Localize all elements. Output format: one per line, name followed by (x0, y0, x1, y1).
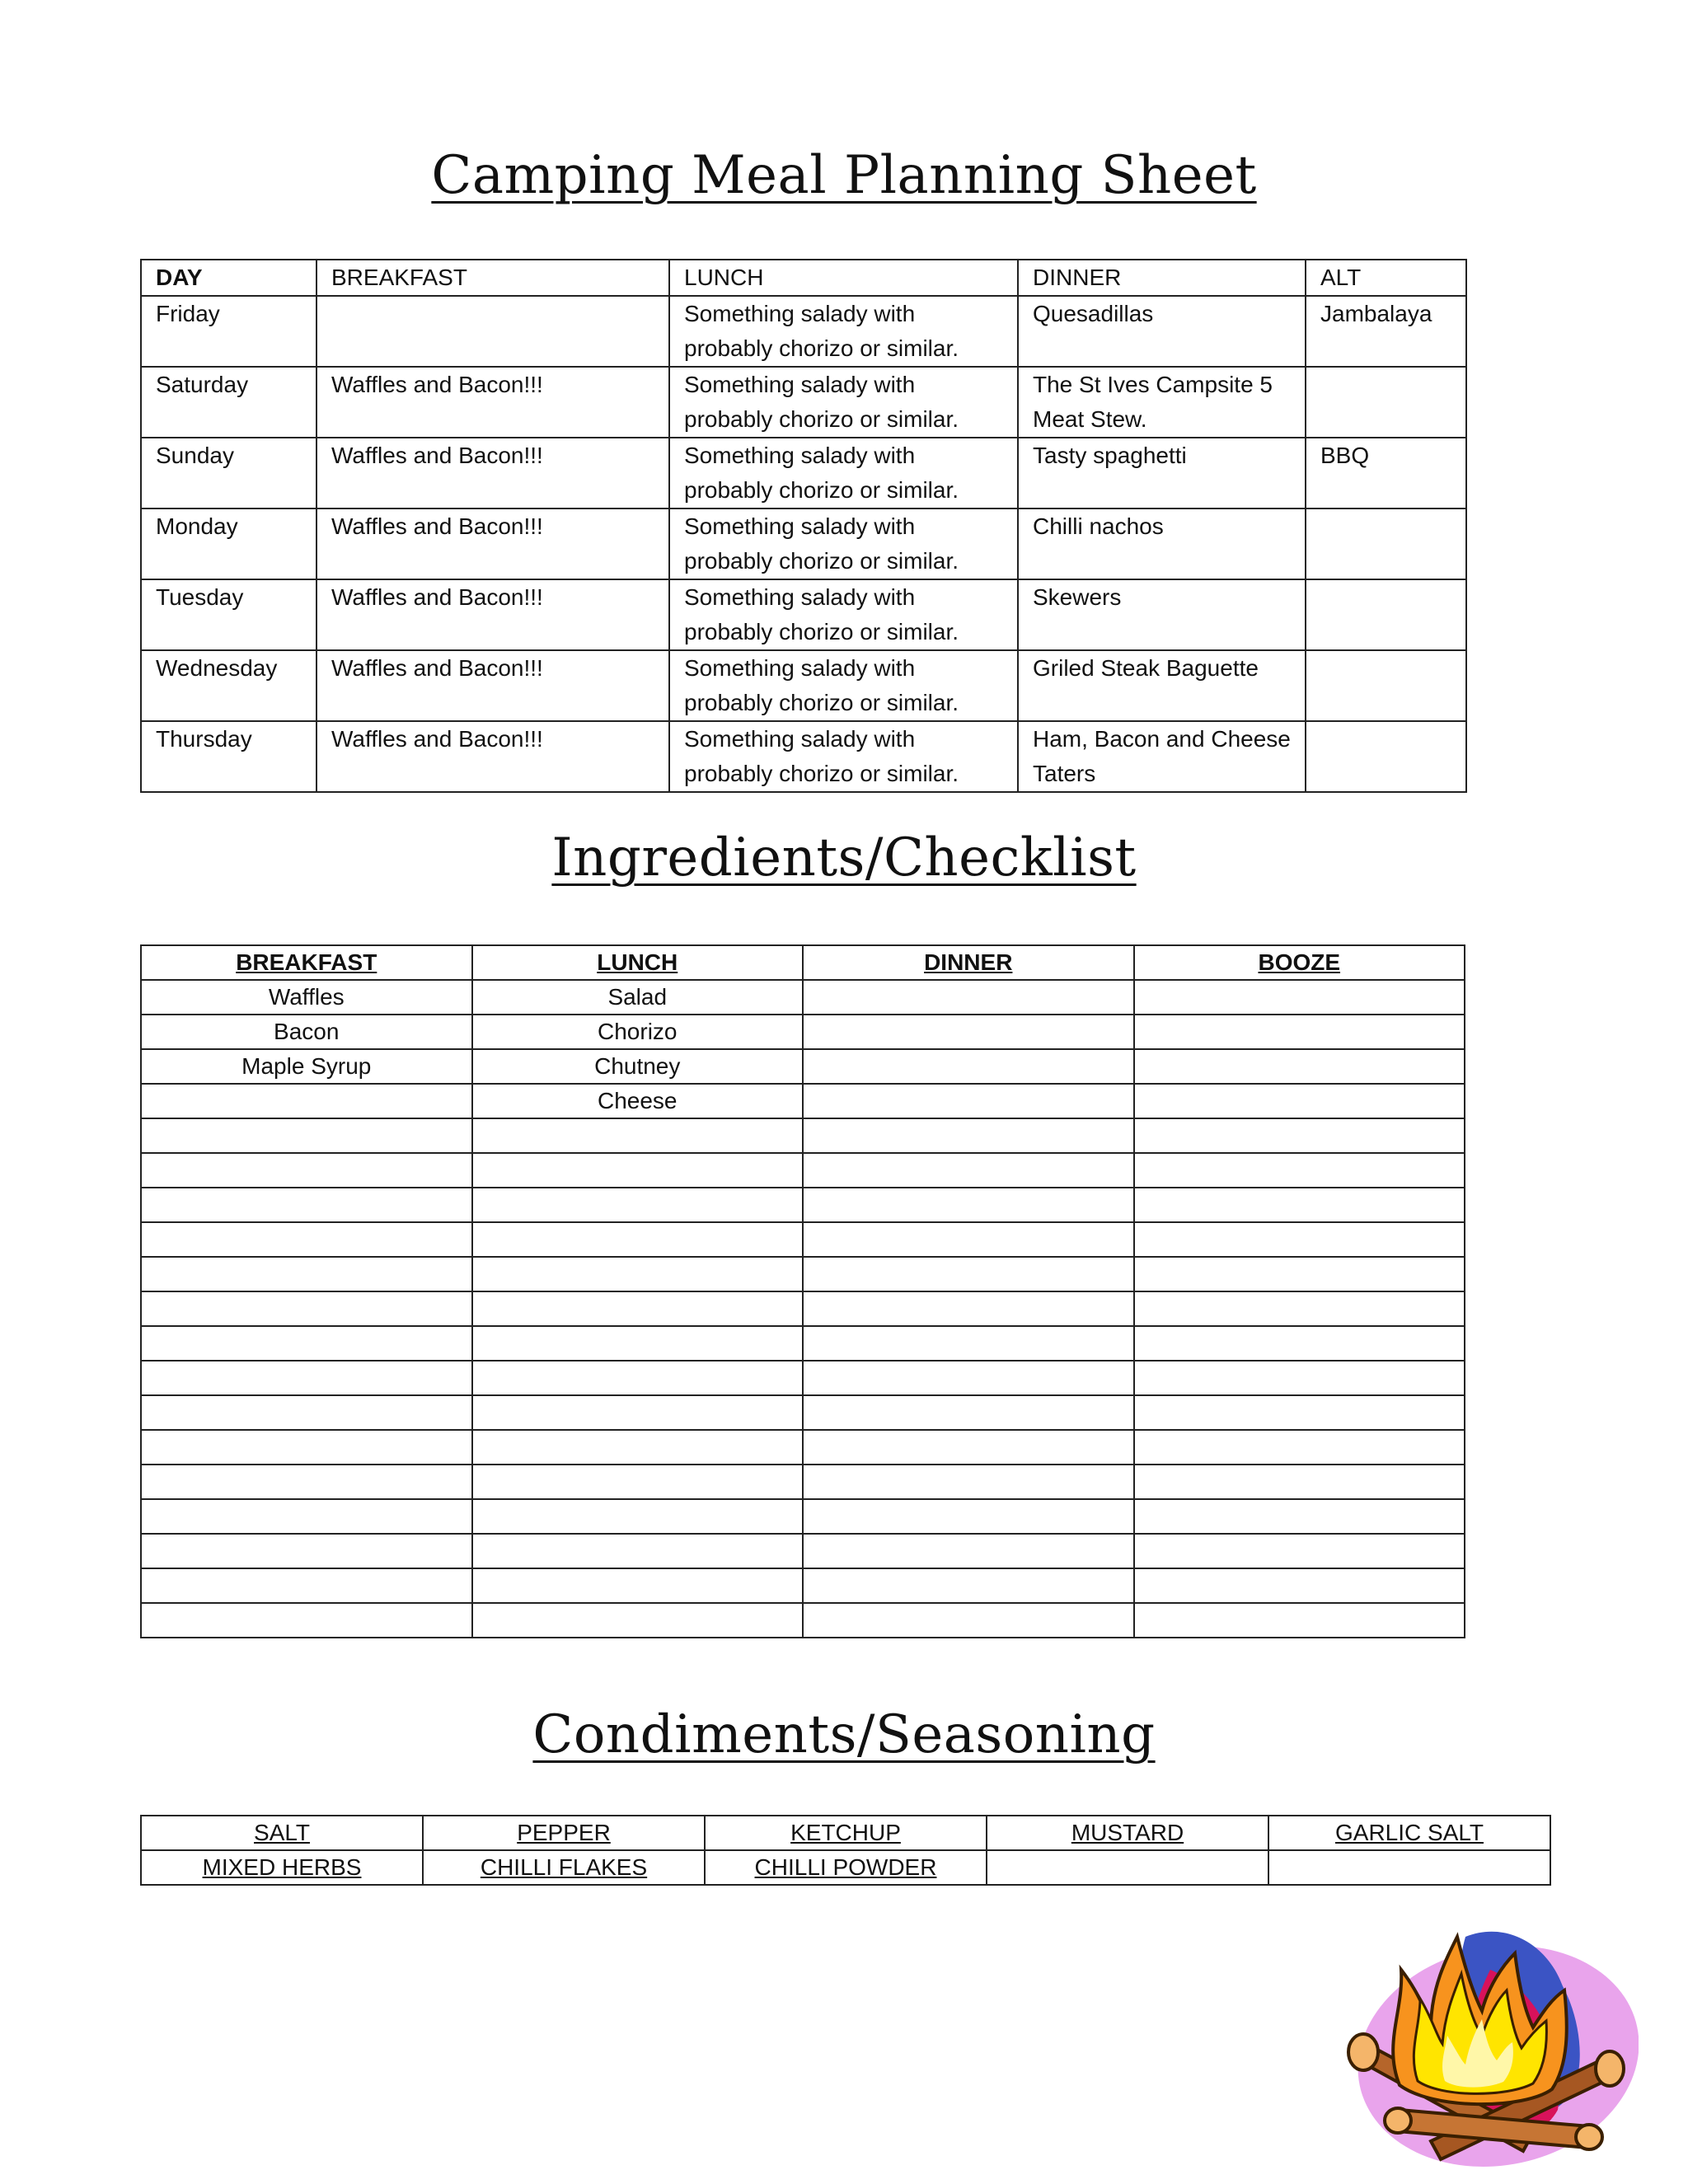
condiments-cell: SALT (141, 1816, 423, 1850)
ingredients-cell (141, 1326, 472, 1361)
ingredients-cell (803, 1430, 1134, 1465)
meal-plan-row (141, 438, 1466, 509)
meal-plan-header-cell: DAY (141, 260, 316, 296)
ingredients-row (141, 1257, 1465, 1291)
ingredients-cell (803, 980, 1134, 1015)
meal-plan-cell (1306, 579, 1466, 650)
meal-plan-header-cell: BREAKFAST (316, 260, 669, 296)
meal-plan-cell: Sunday (141, 438, 316, 509)
ingredients-cell (803, 1603, 1134, 1638)
ingredients-cell (141, 1430, 472, 1465)
ingredients-row (141, 1603, 1465, 1638)
ingredients-cell (1134, 980, 1465, 1015)
ingredients-row (141, 1361, 1465, 1395)
ingredients-cell (472, 1395, 804, 1430)
ingredients-cell: Chutney (472, 1049, 804, 1084)
meal-plan-row (141, 650, 1466, 721)
ingredients-cell (1134, 1015, 1465, 1049)
ingredients-row (141, 1118, 1465, 1153)
ingredients-cell (1134, 1395, 1465, 1430)
condiments-title: Condiments/Seasoning (532, 1704, 1156, 1765)
condiments-row (141, 1850, 1550, 1885)
condiments-cell: PEPPER (423, 1816, 705, 1850)
ingredients-cell (141, 1395, 472, 1430)
meal-plan-row (141, 367, 1466, 438)
ingredients-cell (472, 1361, 804, 1395)
ingredients-cell (472, 1222, 804, 1257)
ingredients-row (141, 1222, 1465, 1257)
meal-plan-header-cell: LUNCH (669, 260, 1018, 296)
ingredients-cell (1134, 1326, 1465, 1361)
condiments-cell: CHILLI POWDER (705, 1850, 987, 1885)
ingredients-cell (1134, 1188, 1465, 1222)
ingredients-row (141, 1015, 1465, 1049)
ingredients-cell (141, 1361, 472, 1395)
ingredients-title: Ingredients/Checklist (551, 827, 1137, 888)
condiments-cell: MUSTARD (987, 1816, 1268, 1850)
ingredients-cell (803, 1049, 1134, 1084)
ingredients-cell: Maple Syrup (141, 1049, 472, 1084)
ingredients-cell (1134, 1118, 1465, 1153)
ingredients-row (141, 1153, 1465, 1188)
condiments-cell: GARLIC SALT (1268, 1816, 1550, 1850)
ingredients-row (141, 1326, 1465, 1361)
meal-plan-cell: Waffles and Bacon!!! (316, 650, 669, 721)
ingredients-cell (472, 1534, 804, 1568)
ingredients-row (141, 1430, 1465, 1465)
ingredients-cell (1134, 1361, 1465, 1395)
ingredients-cell (472, 1326, 804, 1361)
ingredients-cell (803, 1326, 1134, 1361)
ingredients-cell (472, 1430, 804, 1465)
ingredients-row (141, 1465, 1465, 1499)
meal-plan-cell: Something salady with probably chorizo or similar. (669, 509, 1018, 579)
ingredients-cell (803, 1257, 1134, 1291)
ingredients-cell (141, 1222, 472, 1257)
ingredients-header-row (141, 945, 1465, 980)
ingredients-cell (803, 1361, 1134, 1395)
ingredients-row (141, 1291, 1465, 1326)
ingredients-cell: Chorizo (472, 1015, 804, 1049)
ingredients-cell (1134, 1499, 1465, 1534)
condiments-cell (1268, 1850, 1550, 1885)
ingredients-cell (803, 1153, 1134, 1188)
ingredients-header-cell: BOOZE (1134, 945, 1465, 980)
ingredients-cell (1134, 1257, 1465, 1291)
meal-plan-cell: Saturday (141, 367, 316, 438)
condiments-row (141, 1816, 1550, 1850)
ingredients-cell (803, 1015, 1134, 1049)
meal-plan-cell: Something salady with probably chorizo or similar. (669, 367, 1018, 438)
meal-plan-cell: Something salady with probably chorizo or similar. (669, 650, 1018, 721)
ingredients-cell (141, 1534, 472, 1568)
meal-plan-cell: Chilli nachos (1018, 509, 1306, 579)
ingredients-cell (803, 1291, 1134, 1326)
ingredients-table (140, 944, 1465, 1638)
ingredients-row (141, 1049, 1465, 1084)
ingredients-cell (803, 1084, 1134, 1118)
meal-plan-cell: Jambalaya (1306, 296, 1466, 367)
ingredients-cell (472, 1118, 804, 1153)
meal-plan-cell (1306, 721, 1466, 792)
meal-plan-cell: Tasty spaghetti (1018, 438, 1306, 509)
meal-plan-cell (1306, 650, 1466, 721)
ingredients-cell (1134, 1049, 1465, 1084)
meal-plan-cell: Tuesday (141, 579, 316, 650)
meal-plan-cell (1306, 509, 1466, 579)
meal-plan-cell: Something salady with probably chorizo or similar. (669, 296, 1018, 367)
ingredients-cell: Salad (472, 980, 804, 1015)
ingredients-cell (472, 1499, 804, 1534)
meal-plan-cell: Ham, Bacon and Cheese Taters (1018, 721, 1306, 792)
meal-plan-cell: Waffles and Bacon!!! (316, 367, 669, 438)
condiments-cell: CHILLI FLAKES (423, 1850, 705, 1885)
ingredients-row (141, 1534, 1465, 1568)
meal-plan-cell: Something salady with probably chorizo or similar. (669, 721, 1018, 792)
ingredients-header-cell: LUNCH (472, 945, 804, 980)
page-title: Camping Meal Planning Sheet (431, 145, 1257, 206)
ingredients-cell (1134, 1430, 1465, 1465)
ingredients-cell (1134, 1603, 1465, 1638)
ingredients-cell (141, 1153, 472, 1188)
meal-plan-cell: Skewers (1018, 579, 1306, 650)
meal-plan-cell: BBQ (1306, 438, 1466, 509)
ingredients-row (141, 1499, 1465, 1534)
ingredients-row (141, 1188, 1465, 1222)
ingredients-cell (1134, 1222, 1465, 1257)
meal-plan-cell: Waffles and Bacon!!! (316, 438, 669, 509)
meal-plan-cell: Wednesday (141, 650, 316, 721)
ingredients-cell (141, 1118, 472, 1153)
meal-plan-row (141, 509, 1466, 579)
meal-plan-cell: Waffles and Bacon!!! (316, 721, 669, 792)
ingredients-cell (1134, 1534, 1465, 1568)
ingredients-cell (141, 1257, 472, 1291)
ingredients-cell (803, 1118, 1134, 1153)
meal-plan-cell: Waffles and Bacon!!! (316, 579, 669, 650)
meal-plan-cell (316, 296, 669, 367)
ingredients-cell (803, 1568, 1134, 1603)
ingredients-cell (472, 1291, 804, 1326)
ingredients-row (141, 1568, 1465, 1603)
meal-plan-header-cell: DINNER (1018, 260, 1306, 296)
ingredients-cell (141, 1084, 472, 1118)
meal-plan-table (140, 259, 1467, 793)
ingredients-header-cell: BREAKFAST (141, 945, 472, 980)
ingredients-cell (1134, 1465, 1465, 1499)
meal-plan-cell: The St Ives Campsite 5 Meat Stew. (1018, 367, 1306, 438)
condiments-cell: KETCHUP (705, 1816, 987, 1850)
ingredients-cell (472, 1257, 804, 1291)
ingredients-cell (803, 1395, 1134, 1430)
meal-plan-cell (1306, 367, 1466, 438)
meal-plan-cell: Quesadillas (1018, 296, 1306, 367)
ingredients-cell: Cheese (472, 1084, 804, 1118)
ingredients-row (141, 980, 1465, 1015)
condiments-cell (987, 1850, 1268, 1885)
condiments-table (140, 1815, 1551, 1886)
meal-plan-cell: Something salady with probably chorizo or similar. (669, 438, 1018, 509)
meal-plan-cell: Friday (141, 296, 316, 367)
ingredients-cell: Waffles (141, 980, 472, 1015)
condiments-cell: MIXED HERBS (141, 1850, 423, 1885)
meal-plan-header-cell: ALT (1306, 260, 1466, 296)
ingredients-cell (472, 1465, 804, 1499)
ingredients-cell (803, 1222, 1134, 1257)
ingredients-cell (1134, 1291, 1465, 1326)
ingredients-cell (1134, 1084, 1465, 1118)
ingredients-header-cell: DINNER (803, 945, 1134, 980)
ingredients-cell (803, 1188, 1134, 1222)
meal-plan-row (141, 721, 1466, 792)
ingredients-cell (141, 1499, 472, 1534)
ingredients-cell (472, 1188, 804, 1222)
ingredients-cell (1134, 1153, 1465, 1188)
ingredients-cell (141, 1603, 472, 1638)
meal-plan-cell: Monday (141, 509, 316, 579)
ingredients-cell (803, 1465, 1134, 1499)
ingredients-row (141, 1395, 1465, 1430)
ingredients-cell (803, 1499, 1134, 1534)
ingredients-cell (141, 1291, 472, 1326)
meal-plan-row (141, 296, 1466, 367)
ingredients-cell: Bacon (141, 1015, 472, 1049)
meal-plan-cell: Something salady with probably chorizo or similar. (669, 579, 1018, 650)
ingredients-cell (141, 1465, 472, 1499)
meal-plan-cell: Griled Steak Baguette (1018, 650, 1306, 721)
meal-plan-cell: Waffles and Bacon!!! (316, 509, 669, 579)
ingredients-cell (141, 1568, 472, 1603)
meal-plan-header-row (141, 260, 1466, 296)
ingredients-cell (803, 1534, 1134, 1568)
meal-plan-cell: Thursday (141, 721, 316, 792)
campfire-icon (1342, 1920, 1639, 2176)
ingredients-cell (472, 1153, 804, 1188)
ingredients-cell (1134, 1568, 1465, 1603)
ingredients-cell (472, 1568, 804, 1603)
ingredients-cell (141, 1188, 472, 1222)
ingredients-row (141, 1084, 1465, 1118)
meal-plan-row (141, 579, 1466, 650)
ingredients-cell (472, 1603, 804, 1638)
